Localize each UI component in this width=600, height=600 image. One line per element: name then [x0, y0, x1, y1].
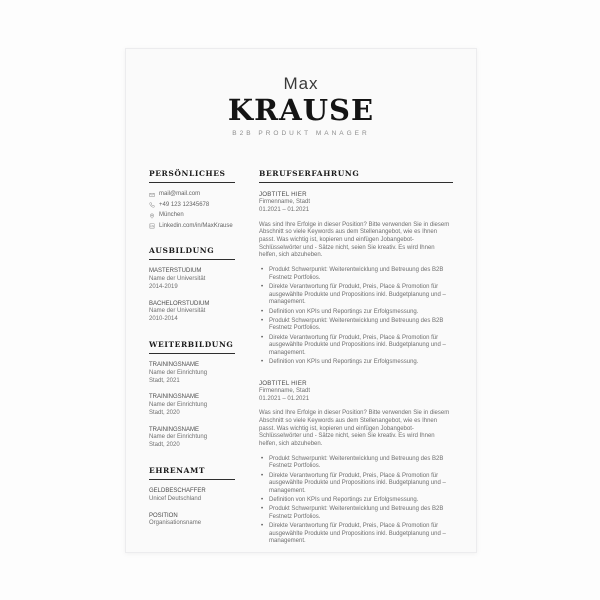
training-name: TRAININGSNAME	[149, 426, 200, 433]
training-org: Name der Einrichtung	[149, 369, 208, 376]
job-bullet-list	[259, 456, 453, 546]
resume-header	[126, 49, 476, 137]
resume-document	[125, 48, 477, 553]
job-bullet: • Produkt Schwerpunkt: Weiterentwicklung und Betreuung des B2B Festnetz Portfolios.	[259, 318, 453, 333]
job-entry	[259, 380, 453, 546]
education-years: 2014-2019	[149, 283, 178, 290]
training-org: Name der Einrichtung	[149, 434, 208, 441]
phone-icon	[149, 202, 155, 208]
job-bullet: • Direkte Verantwortung für Produkt, Preis, Place & Promotion für ausgewählte Produkte und Propositions inkl. Budgetplanung und –management.	[259, 284, 453, 307]
header-job-title: B2B PRODUKT MANAGER	[232, 130, 370, 138]
job-bullet: • Produkt Schwerpunkt: Weiterentwicklung und Betreuung des B2B Festnetz Portfolios.	[259, 506, 453, 521]
main-column	[259, 169, 453, 562]
contact-list	[149, 191, 235, 230]
training-place: Stadt, 2021	[149, 377, 180, 384]
job-dates: 01.2021 – 01.2021	[259, 206, 310, 213]
job-bullet-list	[259, 267, 453, 367]
job-bullet: • Direkte Verantwortung für Produkt, Preis, Place & Promotion für ausgewählte Produkte und Propositions inkl. Budgetplanung und –management.	[259, 523, 453, 546]
training-org: Name der Einrichtung	[149, 402, 208, 409]
education-years: 2010-2014	[149, 316, 178, 323]
volunteer-org: Unicef Deutschland	[149, 495, 202, 502]
contact-email-text: mail@mail.com	[159, 191, 201, 198]
content-columns	[126, 169, 476, 562]
education-degree: BACHELORSTUDIUM	[149, 300, 210, 307]
education-entry	[149, 301, 235, 324]
section-title-volunteer: EHRENAMT	[149, 466, 235, 480]
job-company: Firmenname, Stadt	[259, 387, 311, 394]
job-title: JOBTITEL HIER	[259, 191, 307, 199]
training-entry	[149, 362, 235, 385]
training-place: Stadt, 2020	[149, 409, 180, 416]
education-degree: MASTERSTUDIUM	[149, 268, 202, 275]
first-name: Max	[283, 74, 319, 93]
job-entry	[259, 191, 453, 367]
volunteer-role: GELDBESCHAFFER	[149, 488, 206, 495]
education-entry	[149, 268, 235, 291]
section-personal	[149, 169, 235, 230]
job-bullet: • Direkte Verantwortung für Produkt, Preis, Place & Promotion für ausgewählte Produkte und Propositions inkl. Budgetplanung und –management.	[259, 473, 453, 496]
section-training	[149, 340, 235, 450]
volunteer-role: POSITION	[149, 512, 178, 519]
training-name: TRAININGSNAME	[149, 361, 200, 368]
education-school: Name der Universität	[149, 308, 206, 315]
contact-item-phone	[149, 202, 235, 210]
job-dates: 01.2021 – 01.2021	[259, 395, 310, 402]
section-experience	[259, 169, 453, 546]
volunteer-entry	[149, 488, 235, 504]
training-name: TRAININGSNAME	[149, 394, 200, 401]
contact-item-linkedin	[149, 223, 235, 231]
contact-item-email	[149, 191, 235, 199]
contact-item-location	[149, 212, 235, 220]
job-bullet: • Definition von KPIs und Reportings zur Erfolgsmessung.	[259, 359, 453, 367]
mail-icon	[149, 192, 155, 198]
last-name: KRAUSE	[227, 92, 375, 127]
education-school: Name der Universität	[149, 275, 206, 282]
job-bullet: • Direkte Verantwortung für Produkt, Preis, Place & Promotion für ausgewählte Produkte und Propositions inkl. Budgetplanung und –management.	[259, 335, 453, 358]
sidebar	[149, 169, 235, 562]
job-bullet: • Produkt Schwerpunkt: Weiterentwicklung und Betreuung des B2B Festnetz Portfolios.	[259, 456, 453, 471]
volunteer-org: Organisationsname	[149, 520, 202, 527]
job-bullet: • Produkt Schwerpunkt: Weiterentwicklung und Betreuung des B2B Festnetz Portfolios.	[259, 267, 453, 282]
job-bullet: • Definition von KPIs und Reportings zur Erfolgsmessung.	[259, 309, 453, 317]
section-title-education: AUSBILDUNG	[149, 246, 235, 260]
section-title-personal: PERSÖNLICHES	[149, 169, 235, 183]
job-summary: Was sind Ihre Erfolge in dieser Position? Bitte verwenden Sie in diesem Abschnitt so viele Keywords aus dem Stellenangebot, wie es Ihnen passt. Was wichtig ist, kopieren und einfügen Jobangebot-Schlüsselwörter und - Sätze nicht, seien Sie kreativ. Es wird Ihnen helfen, sich abzuheben.	[259, 221, 450, 259]
section-title-experience: BERUFSERFAHRUNG	[259, 169, 453, 183]
volunteer-entry	[149, 513, 235, 529]
contact-phone-text: +49 123 12345678	[159, 201, 210, 208]
job-bullet: • Definition von KPIs und Reportings zur Erfolgsmessung.	[259, 497, 453, 505]
linkedin-icon	[149, 223, 155, 229]
training-entry	[149, 394, 235, 417]
section-education	[149, 246, 235, 324]
contact-location-text: München	[159, 212, 184, 219]
contact-linkedin-text: Linkedin.com/in/MaxKrause	[159, 222, 233, 229]
job-company: Firmenname, Stadt	[259, 199, 311, 206]
job-title: JOBTITEL HIER	[259, 379, 307, 387]
job-summary: Was sind Ihre Erfolge in dieser Position? Bitte verwenden Sie in diesem Abschnitt so viele Keywords aus dem Stellenangebot, wie es Ihnen passt. Was wichtig ist, kopieren und einfügen Jobangebot-Schlüsselwörter und - Sätze nicht, seien Sie kreativ. Es wird Ihnen helfen, sich abzuheben.	[259, 410, 450, 448]
training-place: Stadt, 2020	[149, 442, 180, 449]
section-volunteer	[149, 466, 235, 528]
section-title-training: WEITERBILDUNG	[149, 340, 235, 354]
training-entry	[149, 427, 235, 450]
location-icon	[149, 213, 155, 219]
